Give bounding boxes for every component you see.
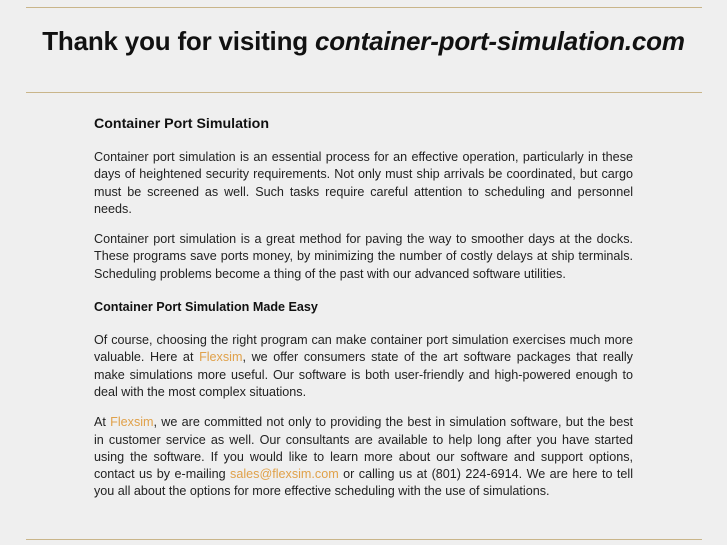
article-subtitle: Container Port Simulation Made Easy — [94, 300, 318, 315]
email-link[interactable]: sales@flexsim.com — [230, 467, 339, 482]
flexsim-link[interactable]: Flexsim — [199, 350, 243, 365]
flexsim-link[interactable]: Flexsim — [110, 415, 154, 430]
paragraph-4-text-middle: , we are committed not only to providing the best in simulation software, but the best in customer service as well. Our consultants are available to help long after you have started using the software. If you would like to learn more about our software and support options, contact us by e-mailing — [94, 415, 634, 482]
title-domain: container-port-simulation.com — [314, 26, 685, 56]
bottom-divider — [26, 539, 702, 540]
top-divider — [26, 7, 702, 8]
paragraph-4 — [94, 414, 633, 500]
paragraph-4-text-after: or calling us at (801) 224-6914. We are here to tell you all about the options for more effective scheduling with the use of simulations. — [94, 467, 633, 499]
paragraph-3-text-after: , we offer consumers state of the art software packages that really make simulations more useful. Our software is both user-friendly and high-powered enough to deal with the most complex situations. — [94, 350, 633, 399]
header-divider — [26, 92, 702, 93]
title-prefix: Thank you for visiting — [42, 26, 315, 56]
paragraph-1: Container port simulation is an essential process for an effective operation, particularly in these days of heightened security requirements. Not only must ship arrivals be coordinated, but cargo must be screened as well. Such tasks require careful attention to scheduling and personnel needs. — [94, 150, 633, 216]
paragraph-4-text-before: At — [94, 415, 111, 430]
paragraph-3-text-before: Of course, choosing the right program can make container port simulation exercises much more valuable. Here at — [94, 333, 633, 365]
page-title — [0, 26, 727, 57]
paragraph-2: Container port simulation is a great method for paving the way to smoother days at the docks. These programs save ports money, by minimizing the number of costly delays at ship terminals. Scheduling problems become a thing of the past with our advanced software utilities. — [94, 232, 633, 281]
article — [94, 116, 633, 514]
article-title: Container Port Simulation — [94, 116, 269, 132]
paragraph-3 — [94, 332, 633, 401]
